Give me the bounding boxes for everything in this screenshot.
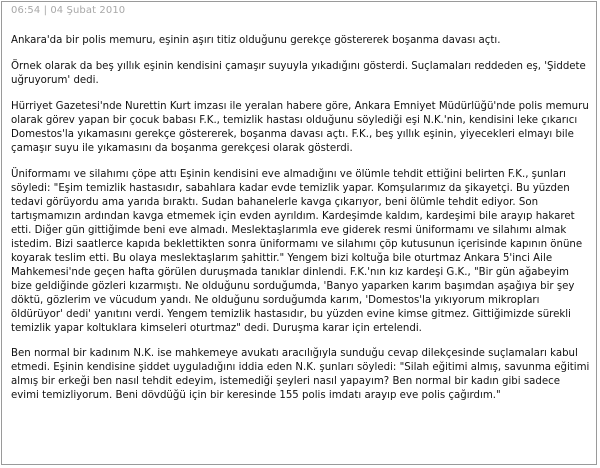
article-paragraph: Hürriyet Gazetesi'nde Nurettin Kurt imzası ile yeralan habere göre, Ankara Emniyet Müdürlüğü'nde polis memuru olarak görev yapan bir çocuk babası F.K., temizlik hastası olduğunu söylediği eşi N.K.'nin, kendisini leke çıkarıcı Domestos'la yıkamasını gerekçe göstererek, boşanma davası açtı. F.K., beş yıllık eşinin, yiyecekleri elmayı bile çamaşır suyu ile yıkamasını da boşanma gerekçesi olarak gösterdi. [11,101,589,154]
article-paragraph: Ankara'da bir polis memuru, eşinin aşırı titiz olduğunu gerekçe göstererek boşanma davası açtı. [11,35,501,46]
article-paragraph: Üniformamı ve silahımı çöpe attı Eşinin kendisini eve almadığını ve ölümle tehdit ettiğini belirten F.K., şunları söyledi: "Eşim temizlik hastasıdır, sabahlara kadar evde temizlik yapar. Komşularımız da şikayetçi. Bu yüzden tedavi görüyordu ama yarıda bıraktı. Sudan bahanelerle kavga çıkarıyor, beni ölümle tehdit ediyor. Son tartışmamızın ardından kavga etmemek için evden ayrıldım. Kardeşimde kaldım, kardeşimi bile arayıp hakaret etti. Diğer gün gittiğimde beni eve almadı. Meslektaşlarımla eve giderek resmi üniformamı ve silahımı almak istedim. Bizi saatlerce kapıda beklettikten sonra üniformamı ve silahımı çöp kutusunun içerisinde kapının önüne koyarak teslim etti. Bu olaya meslektaşlarım şahittir." Yengem bizi koltuğa bile oturtmaz Ankara 5'inci Aile Mahkemesi'nde geçen hafta görülen duruşmada tanıklar dinlendi. F.K.'nın kız kardeşi G.K., "Bir gün ağabeyim bize geldiğinde gözleri kızarmıştı. Ne olduğunu sorduğumda, 'Banyo yaparken karım başımdan aşağıya bir şey döktü, gözlerim ve vücudum yandı. Ne olduğunu sorduğumda karım, 'Domestos'la yıkıyorum mikropları öldürüyor' dedi' yanıtını verdi. Yengem temizlik hastasıdır, bu yüzden evine kimse gitmez. Gittiğimizde sürekli temizlik yapar koltuklara kimseleri oturtmaz" dedi. Duruşma karar için ertelendi. [11,169,583,334]
article-paragraph: Örnek olarak da beş yıllık eşinin kendisini çamaşır suyuyla yıkadığını gösterdi. Suçlamaları reddeden eş, 'Şiddete uğruyorum' dedi. [11,61,586,86]
article-dateline: 06:54 | 04 Şubat 2010 [11,5,126,16]
article-paragraph: Ben normal bir kadınım N.K. ise mahkemeye avukatı aracılığıyla sunduğu cevap dilekçesinde suçlamaları kabul etmedi. Eşinin kendisine şiddet uyguladığını iddia eden N.K. şunları söyledi: "Silah eğitimi almış, savunma eğitimi almış bir erkeği ben nasıl tehdit edeyim, istemediği şeyleri nasıl yapayım? Ben normal bir kadın gibi sadece evimi temizliyorum. Beni dövdüğü için bir keresinde 155 polis imdatı arayıp eve polis çağırdım." [11,348,590,401]
article-body [11,34,591,415]
article-frame [1,1,597,465]
